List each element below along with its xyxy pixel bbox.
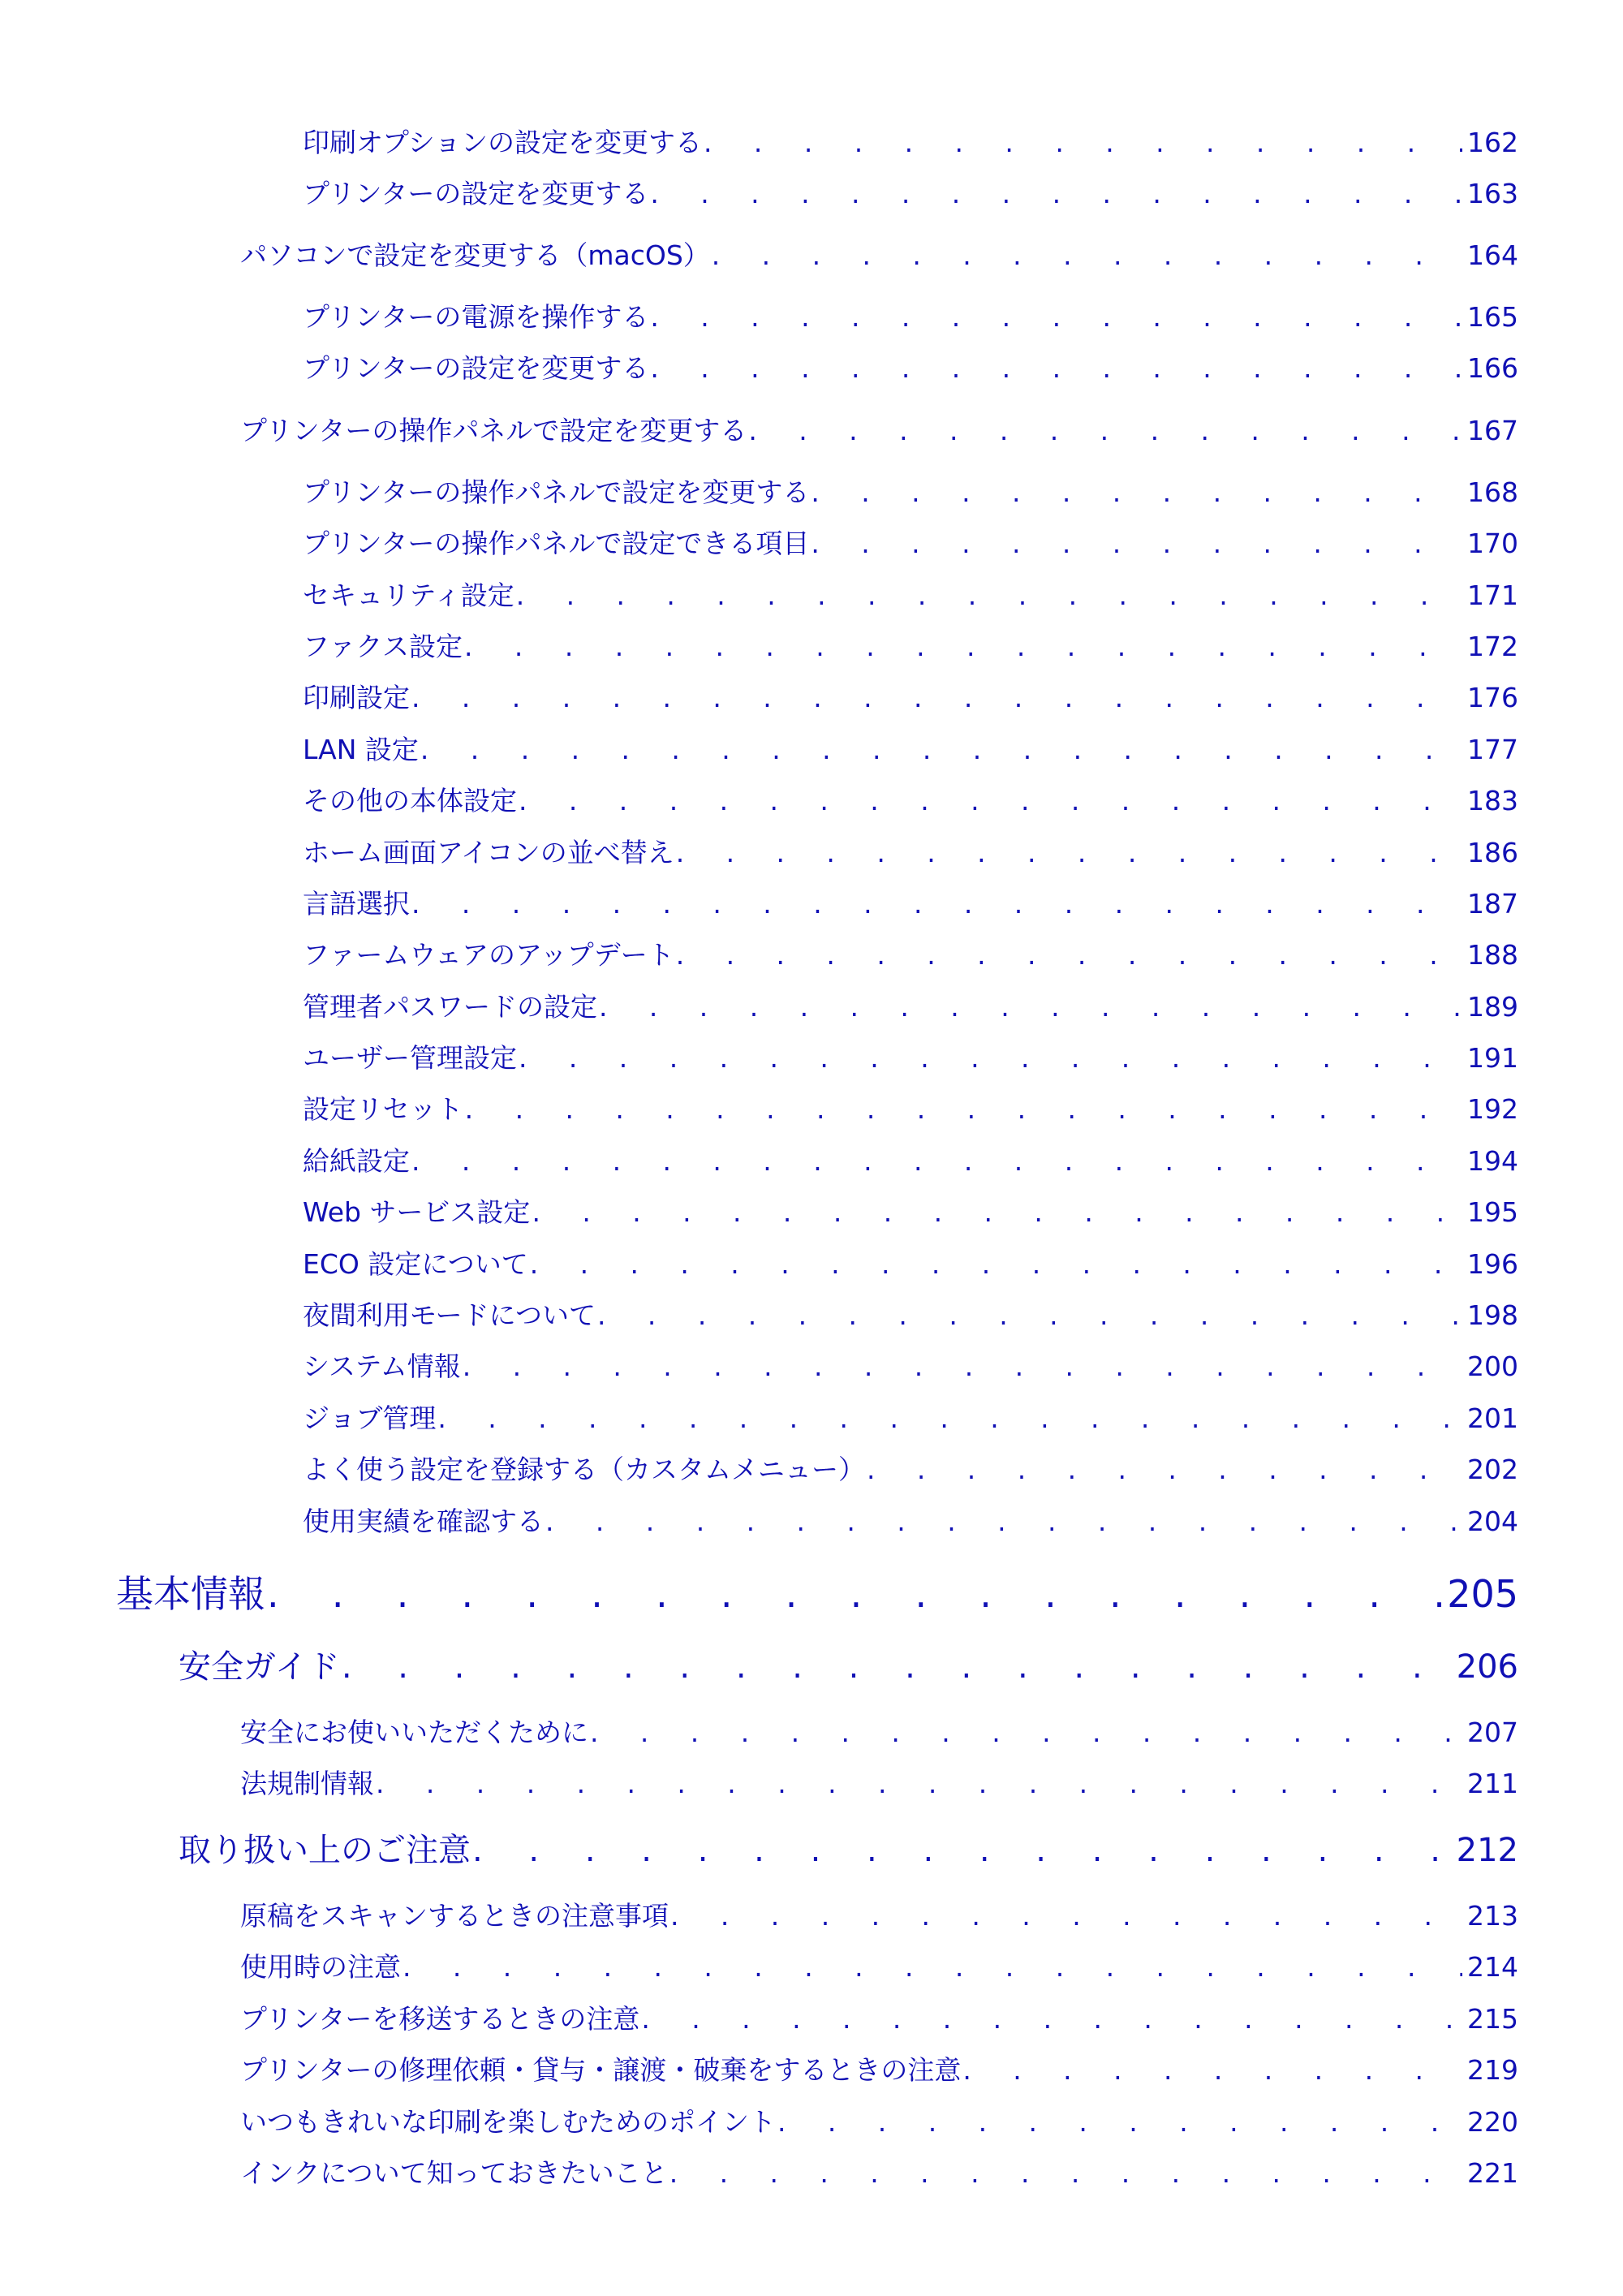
toc-entry-page-number: 187 <box>1467 888 1518 920</box>
toc-entry[interactable] <box>240 1946 1518 1984</box>
toc-entry-label: インクについて知っておきたいこと <box>240 2157 668 2189</box>
dot-leader <box>532 1196 1462 1228</box>
dot-leader <box>519 1042 1462 1074</box>
toc-entry-label: プリンターの操作パネルで設定を変更する <box>240 415 747 446</box>
toc-entry-page-number: 165 <box>1467 301 1518 333</box>
toc-entry-page-number: 189 <box>1467 991 1518 1023</box>
dot-leader <box>962 2054 1462 2086</box>
toc-entry[interactable] <box>303 780 1518 818</box>
toc-entry-page-number: 186 <box>1467 837 1518 868</box>
toc-entry[interactable] <box>303 986 1518 1024</box>
toc-entry-page-number: 167 <box>1467 415 1518 446</box>
toc-entry[interactable] <box>303 1294 1518 1333</box>
dot-leader <box>712 239 1462 271</box>
toc-entry-page-number: 195 <box>1467 1196 1518 1228</box>
toc-entry[interactable] <box>240 410 1518 448</box>
toc-entry-page-number: 177 <box>1467 734 1518 765</box>
dot-leader <box>599 991 1462 1023</box>
toc-entry-page-number: 170 <box>1467 528 1518 559</box>
dot-leader <box>777 2106 1462 2138</box>
toc-entry-label: 管理者パスワードの設定 <box>303 991 597 1023</box>
toc-entry-label: 印刷設定 <box>303 682 410 713</box>
dot-leader <box>867 1454 1462 1485</box>
toc-entry-page-number: 176 <box>1467 682 1518 713</box>
toc-entry-label: 安全にお使いいただくために <box>240 1717 588 1748</box>
dot-leader <box>650 301 1462 333</box>
toc-entry[interactable] <box>303 523 1518 561</box>
toc-entry-label: セキュリティ設定 <box>303 579 514 611</box>
toc-entry-label: 給紙設定 <box>303 1145 410 1177</box>
toc-entry-label: 使用時の注意 <box>240 1951 401 1983</box>
dot-leader <box>376 1768 1462 1799</box>
dot-leader <box>411 888 1462 920</box>
toc-entry-label: プリンターを移送するときの注意 <box>240 2003 640 2035</box>
toc-entry-label: その他の本体設定 <box>303 785 517 816</box>
toc-entry[interactable] <box>303 677 1518 715</box>
toc-entry-page-number: 162 <box>1467 127 1518 158</box>
dot-leader <box>516 579 1462 611</box>
toc-entry[interactable] <box>303 1501 1518 1539</box>
toc-entry[interactable] <box>240 1763 1518 1801</box>
dot-leader <box>811 528 1462 559</box>
toc-entry-page-number: 166 <box>1467 352 1518 384</box>
dot-leader <box>676 939 1462 971</box>
toc-entry-label: ファームウェアのアップデート <box>303 939 674 971</box>
toc-entry-label: プリンターの電源を操作する <box>303 301 649 333</box>
toc-entry-page-number: 219 <box>1467 2054 1518 2086</box>
dot-leader <box>411 682 1462 713</box>
dot-leader <box>650 178 1462 209</box>
toc-entry-label: 設定リセット <box>303 1093 463 1125</box>
dot-leader <box>669 2157 1462 2189</box>
toc-entry-page-number: 192 <box>1467 1093 1518 1125</box>
toc-entry[interactable] <box>240 2049 1518 2087</box>
toc-entry[interactable] <box>240 1895 1518 1933</box>
toc-entry-page-number: 204 <box>1467 1506 1518 1537</box>
toc-entry[interactable] <box>303 1449 1518 1487</box>
toc-entry-label: 夜間利用モードについて <box>303 1299 596 1331</box>
dot-leader <box>530 1248 1462 1280</box>
dot-leader <box>641 2003 1462 2035</box>
toc-entry[interactable] <box>116 1565 1518 1618</box>
toc-entry-page-number: 202 <box>1467 1454 1518 1485</box>
dot-leader <box>403 1951 1462 1983</box>
toc-entry-page-number: 196 <box>1467 1248 1518 1280</box>
toc-entry-label: システム情報 <box>303 1350 461 1382</box>
dot-leader <box>811 476 1462 508</box>
toc-entry[interactable] <box>303 1243 1518 1282</box>
dot-leader <box>465 1093 1462 1125</box>
toc-entry[interactable] <box>303 832 1518 870</box>
toc-entry-label: プリンターの設定を変更する <box>303 352 649 384</box>
toc-entry-label: 法規制情報 <box>240 1768 374 1799</box>
toc-entry-page-number: 221 <box>1467 2157 1518 2189</box>
toc-entry-label: ユーザー管理設定 <box>303 1042 517 1074</box>
toc-entry[interactable] <box>303 934 1518 972</box>
toc-entry-label: いつもきれいな印刷を楽しむためのポイント <box>240 2106 776 2138</box>
toc-entry[interactable] <box>240 1998 1518 2036</box>
dot-leader <box>463 1350 1462 1382</box>
toc-entry[interactable] <box>179 1824 1518 1871</box>
toc-entry-page-number: 220 <box>1467 2106 1518 2138</box>
toc-entry-label: プリンターの操作パネルで設定できる項目 <box>303 528 810 559</box>
toc-entry-page-number: 198 <box>1467 1299 1518 1331</box>
toc-entry[interactable] <box>303 122 1518 160</box>
toc-entry[interactable] <box>303 296 1518 334</box>
toc-entry[interactable] <box>240 2101 1518 2139</box>
toc-entry-page-number: 200 <box>1467 1350 1518 1382</box>
toc-entry-label: LAN 設定 <box>303 734 419 765</box>
toc-entry-page-number: 172 <box>1467 631 1518 662</box>
toc-entry[interactable] <box>240 235 1518 273</box>
toc-entry[interactable] <box>303 1088 1518 1126</box>
toc-entry-label: 言語選択 <box>303 888 410 920</box>
toc-entry[interactable] <box>303 347 1518 386</box>
dot-leader <box>597 1299 1462 1331</box>
dot-leader <box>748 415 1462 446</box>
toc-entry-label: プリンターの設定を変更する <box>303 178 649 209</box>
dot-leader <box>464 631 1462 662</box>
toc-entry[interactable] <box>179 1641 1518 1687</box>
toc-entry-label: パソコンで設定を変更する（macOS） <box>240 239 710 271</box>
dot-leader <box>590 1717 1462 1748</box>
toc-entry-page-number: 164 <box>1467 239 1518 271</box>
toc-entry-page-number: 191 <box>1467 1042 1518 1074</box>
dot-leader <box>342 1648 1452 1686</box>
toc-entry-label: 使用実績を確認する <box>303 1506 544 1537</box>
toc-entry-label: 原稿をスキャンするときの注意事項 <box>240 1900 669 1932</box>
dot-leader <box>411 1145 1462 1177</box>
toc-entry-page-number: 213 <box>1467 1900 1518 1932</box>
toc-entry[interactable] <box>303 575 1518 613</box>
toc-entry-page-number: 188 <box>1467 939 1518 971</box>
toc-entry-page-number: 212 <box>1456 1832 1518 1869</box>
dot-leader <box>545 1506 1462 1537</box>
toc-entry[interactable] <box>303 173 1518 211</box>
toc-entry-label: よく使う設定を登録する（カスタムメニュー） <box>303 1454 865 1485</box>
toc-entry-label: プリンターの操作パネルで設定を変更する <box>303 476 810 508</box>
toc-entry[interactable] <box>240 1712 1518 1750</box>
toc-entry-page-number: 211 <box>1467 1768 1518 1799</box>
toc-entry[interactable] <box>303 626 1518 664</box>
dot-leader <box>267 1572 1442 1616</box>
dot-leader <box>670 1900 1462 1932</box>
toc-entry-page-number: 163 <box>1467 178 1518 209</box>
toc-entry-page-number: 215 <box>1467 2003 1518 2035</box>
toc-entry-label: ジョブ管理 <box>303 1402 437 1434</box>
toc-entry[interactable] <box>303 883 1518 921</box>
toc-entry[interactable] <box>303 1191 1518 1230</box>
dot-leader <box>437 1402 1462 1434</box>
toc-entry-label: ECO 設定について <box>303 1248 528 1280</box>
toc-entry-page-number: 194 <box>1467 1145 1518 1177</box>
toc-entry-label: 取り扱い上のご注意 <box>179 1832 471 1869</box>
toc-entry-page-number: 201 <box>1467 1402 1518 1434</box>
dot-leader <box>472 1832 1452 1869</box>
dot-leader <box>676 837 1462 868</box>
dot-leader <box>420 734 1462 765</box>
toc-entry-label: ファクス設定 <box>303 631 463 662</box>
toc-entry[interactable] <box>303 1037 1518 1075</box>
toc-entry-page-number: 214 <box>1467 1951 1518 1983</box>
toc-entry[interactable] <box>303 729 1518 767</box>
toc-entry-label: ホーム画面アイコンの並べ替え <box>303 837 674 868</box>
toc-entry-page-number: 205 <box>1447 1572 1518 1616</box>
toc-entry-page-number: 168 <box>1467 476 1518 508</box>
toc-entry-label: 基本情報 <box>116 1572 265 1616</box>
toc-entry-label: 安全ガイド <box>179 1648 340 1686</box>
dot-leader <box>704 127 1462 158</box>
toc-entry[interactable] <box>303 1140 1518 1178</box>
dot-leader <box>519 785 1462 816</box>
toc-entry-page-number: 183 <box>1467 785 1518 816</box>
toc-entry-page-number: 171 <box>1467 579 1518 611</box>
toc-entry[interactable] <box>240 2152 1518 2190</box>
toc-entry-page-number: 206 <box>1456 1648 1518 1686</box>
dot-leader <box>650 352 1462 384</box>
toc-entry[interactable] <box>303 1346 1518 1384</box>
toc-entry-page-number: 207 <box>1467 1717 1518 1748</box>
toc-entry-label: プリンターの修理依頼・貸与・譲渡・破棄をするときの注意 <box>240 2054 962 2086</box>
toc-entry[interactable] <box>303 472 1518 510</box>
toc-entry-label: 印刷オプションの設定を変更する <box>303 127 703 158</box>
toc-entry-label: Web サービス設定 <box>303 1196 531 1228</box>
toc-entry[interactable] <box>303 1398 1518 1436</box>
